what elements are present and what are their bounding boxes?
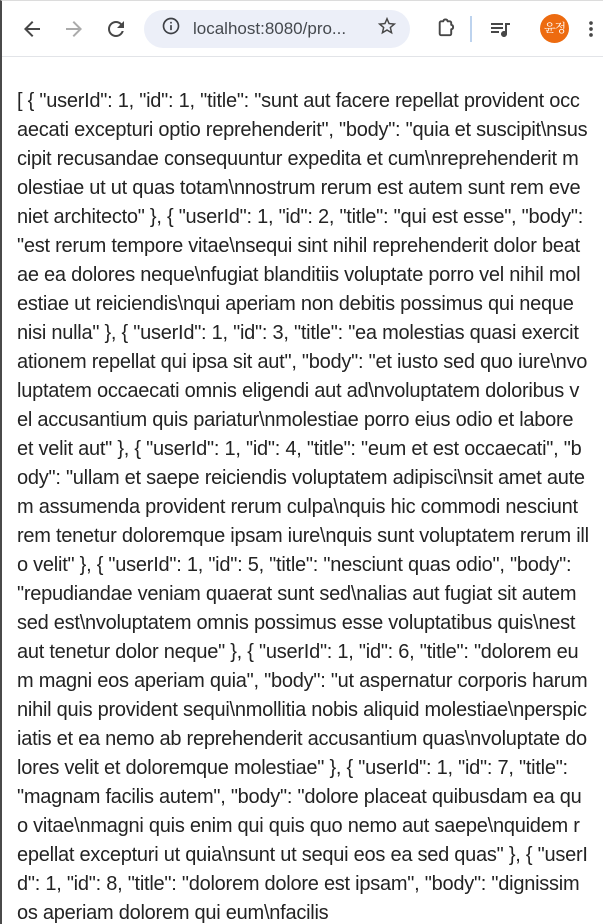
- kebab-menu-icon: [580, 18, 602, 40]
- address-bar[interactable]: [144, 10, 410, 48]
- extensions-button[interactable]: [432, 17, 456, 41]
- refresh-icon: [104, 17, 128, 41]
- site-info-button[interactable]: [161, 19, 181, 39]
- arrow-right-icon: [62, 17, 86, 41]
- json-response-text: [ { "userId": 1, "id": 1, "title": "sunt aut facere repellat provident occaecati excepturi optio reprehenderit", "body": "quia et suscipit\nsuscipit recusandae consequuntur expedita et cum\nreprehenderit molestiae ut ut quas totam\nnostrum rerum est autem sunt rem eveniet architecto" }, { "userId": 1, "id": 2, "title": "qui est esse", "body": "est rerum tempore vitae\nsequi sint nihil reprehenderit dolor beatae ea dolores neque\nfugiat blanditiis voluptate porro vel nihil molestiae ut reiciendis\nqui aperiam non debitis possimus qui neque nisi nulla" }, { "userId": 1, "id": 3, "title": "ea molestias quasi exercitationem repellat qui ipsa sit aut", "body": "et iusto sed quo iure\nvoluptatem occaecati omnis eligendi aut ad\nvoluptatem doloribus vel accusantium quis pariatur\nmolestiae porro eius odio et labore et velit aut" }, { "userId": 1, "id": 4, "title": "eum et est occaecati", "body": "ullam et saepe reiciendis voluptatem adipisci\nsit amet autem assumenda provident rerum culpa\nquis hic commodi nesciunt rem tenetur doloremque ipsam iure\nquis sunt voluptatem rerum illo velit" }, { "userId": 1, "id": 5, "title": "nesciunt quas odio", "body": "repudiandae veniam quaerat sunt sed\nalias aut fugiat sit autem sed est\nvoluptatem omnis possimus esse voluptatibus quis\nest aut tenetur dolor neque" }, { "userId": 1, "id": 6, "title": "dolorem eum magni eos aperiam quia", "body": "ut aspernatur corporis harum nihil quis provident sequi\nmollitia nobis aliquid molestiae\nperspiciatis et ea nemo ab reprehenderit accusantium quas\nvoluptate dolores velit et doloremque molestiae" }, { "userId": 1, "id": 7, "title": "magnam facilis autem", "body": "dolore placeat quibusdam ea quo vitae\nmagni quis enim qui quis quo nemo aut saepe\nquidem repellat excepturi ut quia\nsunt ut sequi eos ea sed quas" }, { "userId": 1, "id": 8, "title": "dolorem dolore est ipsam", "body": "dignissimos aperiam dolorem qui eum\nfacilis: [17, 90, 593, 924]
- profile-avatar[interactable]: 윤정: [540, 14, 569, 43]
- bookmark-button[interactable]: [376, 18, 398, 40]
- url-text[interactable]: localhost:8080/pro...: [193, 18, 347, 38]
- star-outline-icon: [376, 15, 398, 42]
- browser-menu-button[interactable]: [579, 17, 603, 41]
- info-circle-icon: [161, 16, 181, 41]
- browser-toolbar: [2, 1, 603, 57]
- arrow-left-icon: [20, 17, 44, 41]
- toolbar-divider: [470, 16, 472, 42]
- back-button[interactable]: [20, 17, 44, 41]
- reload-button[interactable]: [104, 17, 128, 41]
- media-controls-button[interactable]: [488, 17, 512, 41]
- forward-button[interactable]: [62, 17, 86, 41]
- playlist-music-icon: [488, 17, 512, 41]
- puzzle-piece-icon: [433, 17, 456, 40]
